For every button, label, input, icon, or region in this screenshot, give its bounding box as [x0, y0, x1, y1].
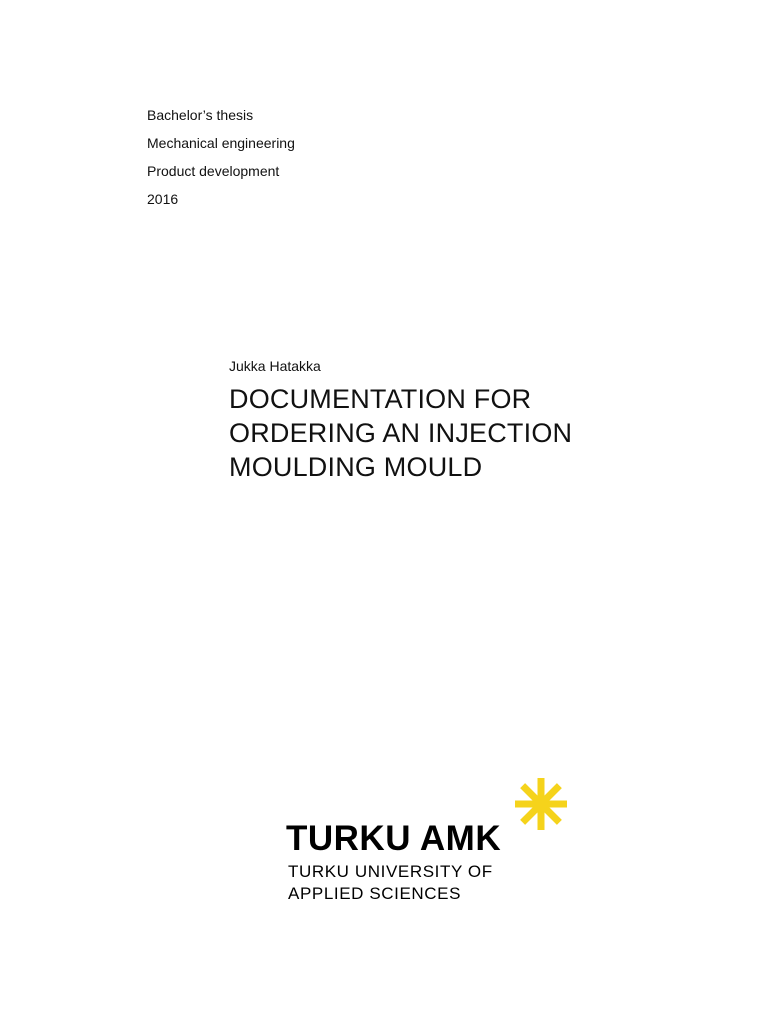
title-line-3: MOULDING MOULD: [229, 452, 483, 482]
logo-brand-text: TURKU AMK: [286, 819, 502, 858]
logo-subtitle-line-1: TURKU UNIVERSITY OF: [288, 862, 493, 881]
title-line-2: ORDERING AN INJECTION: [229, 418, 573, 448]
logo-subtitle: [288, 861, 493, 905]
thesis-meta: [147, 101, 295, 213]
logo-subtitle-line-2: APPLIED SCIENCES: [288, 884, 462, 903]
specialization: Product development: [147, 163, 280, 179]
degree-programme: Mechanical engineering: [147, 135, 295, 151]
thesis-year: 2016: [147, 191, 179, 207]
title-line-1: DOCUMENTATION FOR: [229, 384, 532, 414]
university-logo: [286, 775, 586, 915]
thesis-title: [229, 382, 689, 484]
yellow-asterisk-icon: [512, 775, 570, 833]
thesis-type: Bachelor’s thesis: [147, 107, 254, 123]
author-name: Jukka Hatakka: [229, 358, 321, 374]
